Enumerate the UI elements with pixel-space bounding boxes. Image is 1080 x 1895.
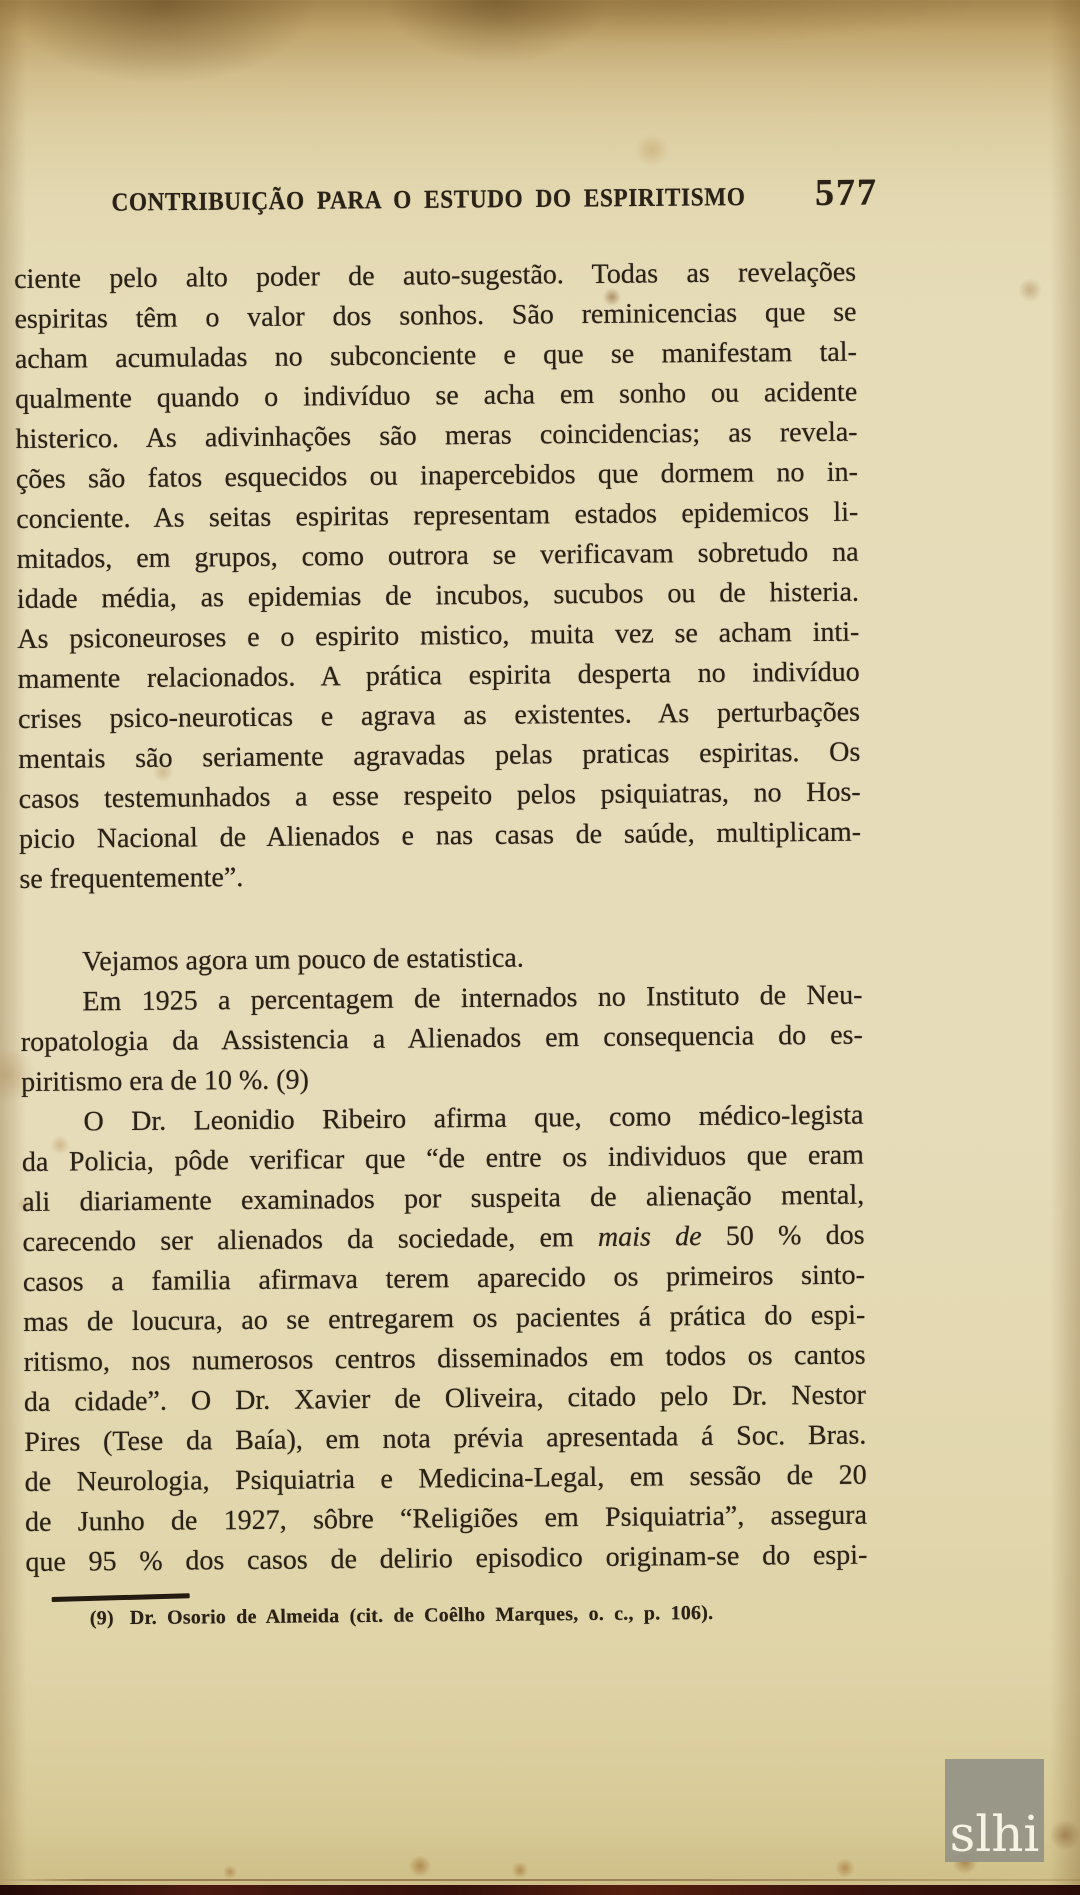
book-edge-band: [0, 1885, 1080, 1895]
text-segment: de Neurologia, Psiquiatria e Medicina-Legal, em sessão de 20: [24, 1459, 867, 1498]
footnote-text: [90, 1601, 830, 1630]
text-segment: Em 1925 a percentagem de internados no Instituto de Neu-: [82, 979, 863, 1018]
text-segment: mentais são seriamente agravadas pelas praticas espiritas. Os: [18, 736, 861, 775]
chapter-title: CONTRIBUIÇÃO PARA O ESTUDO DO ESPIRITISMO: [111, 183, 746, 218]
footnote-rule: [52, 1593, 190, 1602]
text-segment: ropatologia da Assistencia a Alienados em consequencia do es-: [20, 1019, 863, 1058]
body-text: [14, 253, 868, 1583]
library-watermark: [945, 1759, 1044, 1862]
text-segment: carecendo ser alienados da sociedade, em: [22, 1221, 599, 1258]
text-segment: casos testemunhados a esse respeito pelos psiquiatras, no Hos-: [18, 776, 861, 815]
paragraph-3: [20, 976, 863, 1103]
text-line: [19, 813, 861, 860]
text-segment: da Policia, pôde verificar que “de entre os individuos que eram: [21, 1139, 864, 1178]
text-line: [25, 1536, 867, 1583]
text-segment: As psiconeuroses e o espirito mistico, muita vez se acham inti-: [17, 616, 860, 655]
text-segment: espiritas têm o valor dos sonhos. São reminicencias que se: [14, 296, 857, 335]
text-segment: casos a familia afirmava terem aparecido os primeiros sinto-: [22, 1259, 866, 1298]
text-segment: mas de loucura, ao se entregarem os pacientes á prática do espi-: [23, 1299, 866, 1338]
text-segment: acham acumuladas no subconciente e que se manifestam tal-: [14, 336, 857, 375]
text-segment: crises psico-neuroticas e agrava as existentes. As perturbações: [17, 696, 861, 735]
text-segment: O Dr. Leonidio Ribeiro afirma que, como médico-legista: [83, 1099, 864, 1138]
text-segment: ali diariamente examinados por suspeita de alienação mental,: [22, 1179, 865, 1218]
text-segment: ritismo, nos numerosos centros disseminados em todos os cantos: [23, 1339, 866, 1378]
scan-scratch-line: [0, 1879, 1080, 1881]
text-segment: qualmente quando o indivíduo se acha em sonho ou acidente: [15, 376, 858, 415]
text-segment: ciente pelo alto poder de auto-sugestão. Todas as revelações: [14, 256, 857, 295]
watermark-letters: slhi: [949, 1805, 1040, 1863]
page-number: 577: [814, 171, 879, 215]
text-segment: que 95 % dos casos de delirio episodico originam-se do espi-: [25, 1539, 868, 1578]
paragraph-4: [21, 1096, 867, 1583]
text-segment: conciente. As seitas espiritas representam estados epidemicos li-: [16, 496, 859, 535]
text-segment: mitados, em grupos, como outrora se verificavam sobretudo na: [16, 536, 859, 575]
text-segment: picio Nacional de Alienados e nas casas de saúde, multiplicam-: [18, 816, 862, 855]
running-header: [111, 170, 878, 221]
text-segment: 50 % dos: [701, 1219, 865, 1253]
text-line: [21, 1016, 863, 1063]
text-line: [19, 853, 861, 900]
text-segment: Vejamos agora um pouco de estatistica.: [81, 942, 524, 978]
text-segment: histerico. As adivinhações são meras coincidencias; as revela-: [15, 416, 858, 455]
text-segment: da cidade”. O Dr. Xavier de Oliveira, citado pelo Dr. Nestor: [23, 1379, 867, 1418]
footnote-marker: (9): [89, 1607, 114, 1630]
text-segment: Pires (Tese da Baía), em nota prévia apresentada á Soc. Bras.: [24, 1419, 867, 1458]
text-segment: mamente relacionados. A prática espirita desperta no indivíduo: [17, 656, 860, 695]
text-segment: piritismo era de 10 %. (9): [21, 1064, 310, 1098]
text-segment: de Junho de 1927, sôbre “Religiões em Psiquiatria”, assegura: [24, 1499, 868, 1538]
italic-text-segment: mais de: [597, 1221, 702, 1253]
paragraph-1: [14, 253, 862, 900]
text-segment: ções são fatos esquecidos ou inapercebidos que dormem no in-: [15, 456, 859, 495]
footnote-body: Dr. Osorio de Almeida (cit. de Coêlho Marques, o. c., p. 106).: [129, 1601, 714, 1630]
text-segment: idade média, as epidemias de incubos, sucubos ou de histeria.: [16, 576, 860, 615]
text-segment: se frequentemente”.: [19, 862, 244, 895]
